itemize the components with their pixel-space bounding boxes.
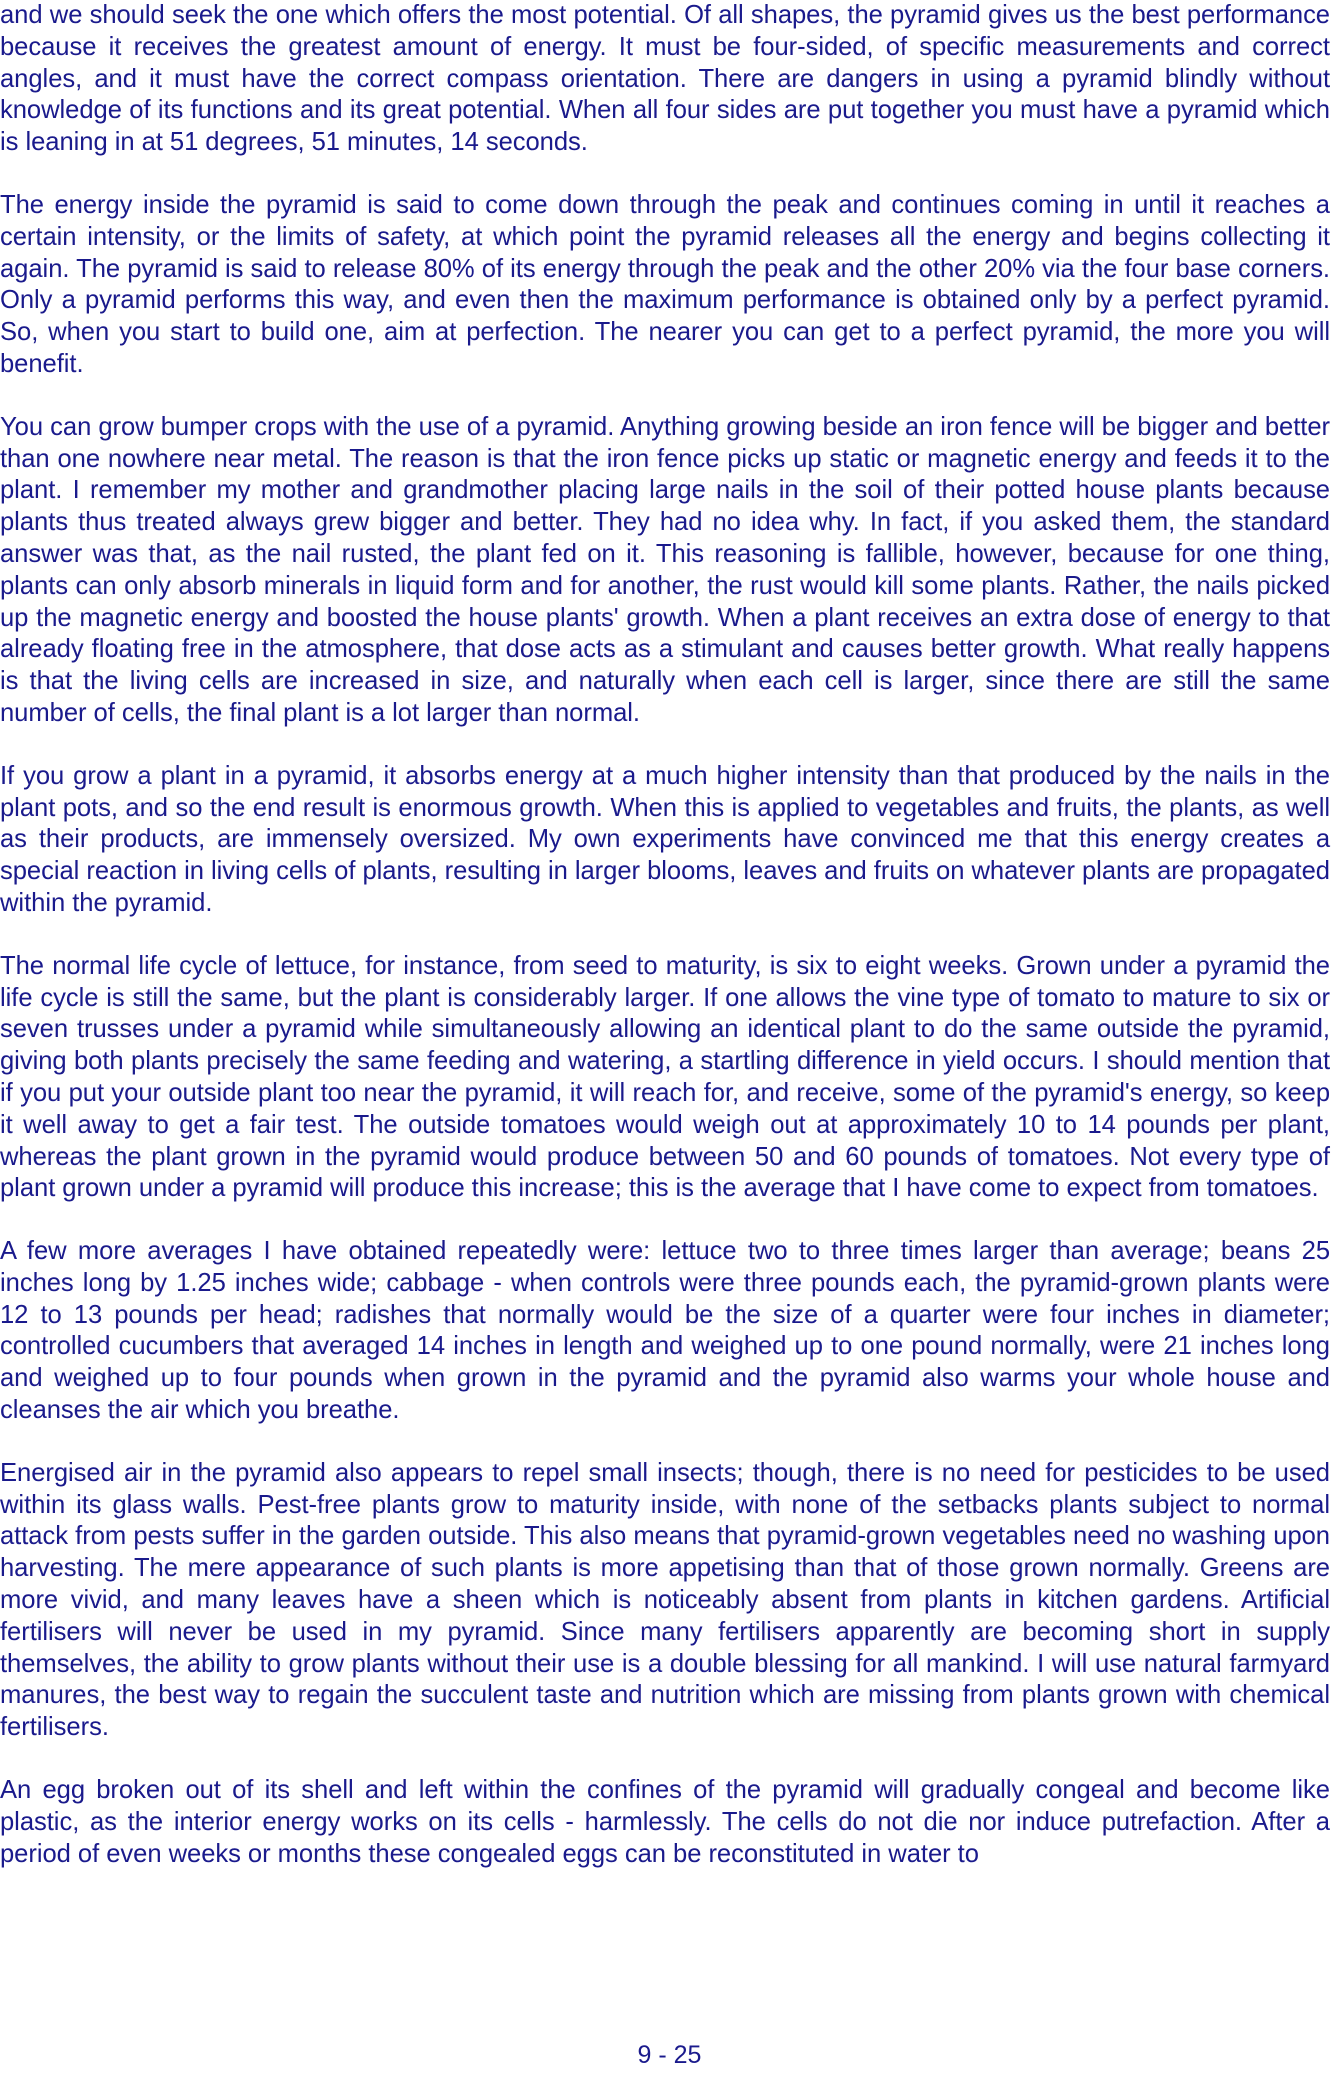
paragraph-5: The normal life cycle of lettuce, for instance, from seed to maturity, is six to eight weeks. Grown under a pyramid the life cycle is still the same, but the plant is considerably larger. If one allows the vine type of tomato to mature to six or seven trusses under a pyramid while simultaneously allowing an identical plant to do the same outside the pyramid, giving both plants precisely the same feeding and watering, a startling difference in yield occurs. I should mention that if you put your outside plant too near the pyramid, it will reach for, and receive, some of the pyramid's energy, so keep it well away to get a fair test. The outside tomatoes would weigh out at approximately 10 to 14 pounds per plant, whereas the plant grown in the pyramid would produce between 50 and 60 pounds of tomatoes. Not every type of plant grown under a pyramid will produce this increase; this is the average that I have come to expect from tomatoes. [0,951,1330,1203]
page-number: 9 - 25 [637,2041,702,2069]
paragraph-7: Energised air in the pyramid also appears to repel small insects; though, there is no need for pesticides to be used within its glass walls. Pest-free plants grow to maturity inside, with none of the setbacks plants subject to normal attack from pests suffer in the garden outside. This also means that pyramid-grown vegetables need no washing upon harvesting. The mere appearance of such plants is more appetising than that of those grown normally. Greens are more vivid, and many leaves have a sheen which is noticeably absent from plants in kitchen gardens. Artificial fertilisers will never be used in my pyramid. Since many fertilisers apparently are becoming short in supply themselves, the ability to grow plants without their use is a double blessing for all mankind. I will use natural farmyard manures, the best way to regain the succulent taste and nutrition which are missing from plants grown with chemical fertilisers. [0,1458,1330,1742]
paragraph-3: You can grow bumper crops with the use of a pyramid. Anything growing beside an iron fence will be bigger and better than one nowhere near metal. The reason is that the iron fence picks up static or magnetic energy and feeds it to the plant. I remember my mother and grandmother placing large nails in the soil of their potted house plants because plants thus treated always grew bigger and better. They had no idea why. In fact, if you asked them, the standard answer was that, as the nail rusted, the plant fed on it. This reasoning is fallible, however, because for one thing, plants can only absorb minerals in liquid form and for another, the rust would kill some plants. Rather, the nails picked up the magnetic energy and boosted the house plants' growth. When a plant receives an extra dose of energy to that already floating free in the atmosphere, that dose acts as a stimulant and causes better growth. What really happens is that the living cells are increased in size, and naturally when each cell is larger, since there are still the same number of cells, the final plant is a lot larger than normal. [0,412,1330,727]
paragraph-6: A few more averages I have obtained repeatedly were: lettuce two to three times larger than average; beans 25 inches long by 1.25 inches wide; cabbage - when controls were three pounds each, the pyramid-grown plants were 12 to 13 pounds per head; radishes that normally would be the size of a quarter were four inches in diameter; controlled cucumbers that averaged 14 inches in length and weighed up to one pound normally, were 21 inches long and weighed up to four pounds when grown in the pyramid and the pyramid also warms your whole house and cleanses the air which you breathe. [0,1237,1330,1425]
paragraph-4: If you grow a plant in a pyramid, it absorbs energy at a much higher intensity than that produced by the nails in the plant pots, and so the end result is enormous growth. When this is applied to vegetables and fruits, the plants, as well as their products, are immensely oversized. My own experiments have convinced me that this energy creates a special reaction in living cells of plants, resulting in larger blooms, leaves and fruits on whatever plants are propagated within the pyramid. [0,761,1330,917]
paragraph-2: The energy inside the pyramid is said to come down through the peak and continues coming in until it reaches a certain intensity, or the limits of safety, at which point the pyramid releases all the energy and begins collecting it again. The pyramid is said to release 80% of its energy through the peak and the other 20% via the four base corners. Only a pyramid performs this way, and even then the maximum performance is obtained only by a perfect pyramid. So, when you start to build one, aim at perfection. The nearer you can get to a perfect pyramid, the more you will benefit. [0,190,1330,378]
paragraph-1: and we should seek the one which offers the most potential. Of all shapes, the pyramid gives us the best performance because it receives the greatest amount of energy. It must be four-sided, of specific measurements and correct angles, and it must have the correct compass orientation. There are dangers in using a pyramid blindly without knowledge of its functions and its great potential. When all four sides are put together you must have a pyramid which is leaning in at 51 degrees, 51 minutes, 14 seconds. [0,1,1330,157]
paragraph-8: An egg broken out of its shell and left within the confines of the pyramid will gradually congeal and become like plastic, as the interior energy works on its cells - harmlessly. The cells do not die nor induce putrefaction. After a period of even weeks or months these congealed eggs can be reconstituted in water to [0,1776,1330,1868]
